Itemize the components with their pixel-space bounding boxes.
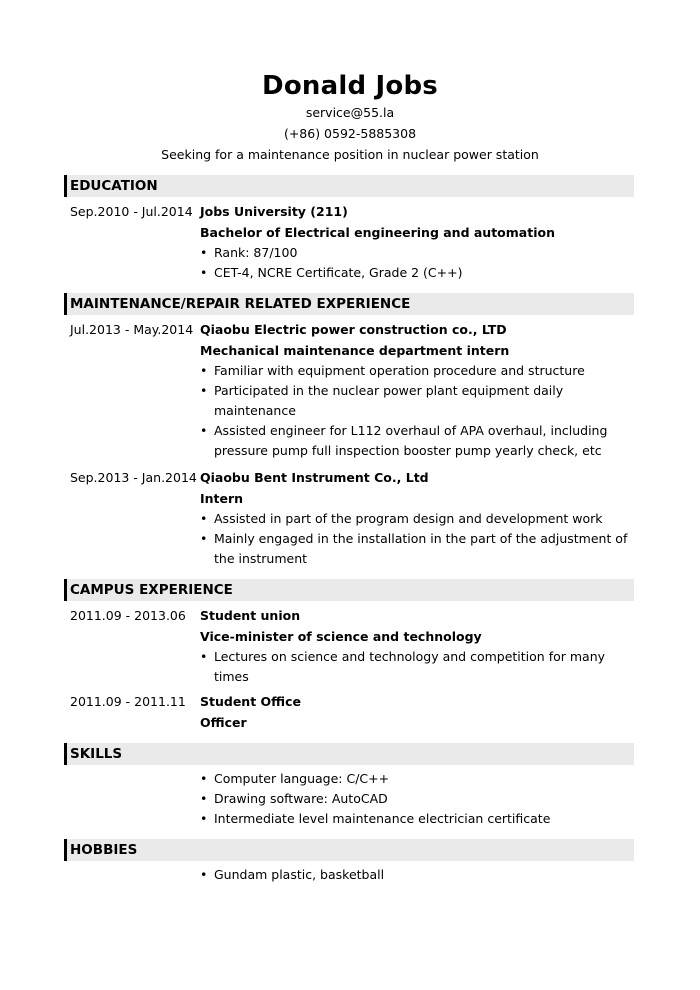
entry-role: Officer [200, 715, 247, 730]
entry-organization: Jobs University (211) [200, 204, 348, 219]
campus-heading: CAMPUS EXPERIENCE [64, 579, 634, 601]
experience-heading: MAINTENANCE/REPAIR RELATED EXPERIENCE [64, 293, 634, 315]
list-item: • CET-4, NCRE Certificate, Grade 2 (C++) [200, 263, 634, 283]
hobbies-heading: HOBBIES [64, 839, 634, 861]
entry-role: Vice-minister of science and technology [200, 629, 482, 644]
resume-header [0, 0, 700, 165]
experience-entry [64, 467, 634, 569]
list-item: • Rank: 87/100 [200, 243, 634, 263]
list-item: • Drawing software: AutoCAD [200, 789, 634, 809]
education-entry [64, 201, 634, 283]
entry-role: Intern [200, 491, 244, 506]
entry-bullet-list [200, 361, 634, 461]
objective-text: Seeking for a maintenance position in nuclear power station [161, 147, 539, 162]
entry-bullet-list [200, 243, 634, 283]
entry-bullet-list [200, 509, 634, 569]
list-item: • Mainly engaged in the installation in the part of the adjustment of the instrument [200, 529, 634, 569]
entry-organization: Qiaobu Bent Instrument Co., Ltd [200, 470, 429, 485]
entry-date: Sep.2010 - Jul.2014 [70, 204, 193, 219]
education-section [64, 175, 634, 283]
email-text: service@55.la [305, 105, 395, 120]
experience-section [64, 293, 634, 569]
entry-role: Mechanical maintenance department intern [200, 343, 510, 358]
entry-organization: Student union [200, 608, 301, 623]
campus-entry [64, 605, 634, 687]
hobbies-bullet-list [200, 865, 634, 885]
skills-section [64, 743, 634, 829]
experience-entry [64, 319, 634, 461]
list-item: • Familiar with equipment operation procedure and structure [200, 361, 634, 381]
list-item: • Participated in the nuclear power plant equipment daily maintenance [200, 381, 634, 421]
list-item: • Gundam plastic, basketball [200, 865, 634, 885]
list-item: • Lectures on science and technology and competition for many times [200, 647, 634, 687]
education-heading: EDUCATION [64, 175, 634, 197]
list-item: • Assisted engineer for L112 overhaul of APA overhaul, including pressure pump full inspection booster pump yearly check, etc [200, 421, 634, 461]
candidate-name: Donald Jobs [262, 71, 438, 101]
phone-text: (+86) 0592-5885308 [283, 126, 417, 141]
list-item: • Assisted in part of the program design and development work [200, 509, 634, 529]
hobbies-section [64, 839, 634, 885]
campus-section [64, 579, 634, 733]
entry-date: Sep.2013 - Jan.2014 [70, 470, 197, 485]
hobbies-entry [64, 865, 634, 885]
skills-entry [64, 769, 634, 829]
campus-entry [64, 691, 634, 733]
skills-heading: SKILLS [64, 743, 634, 765]
skills-bullet-list [200, 769, 634, 829]
entry-date: 2011.09 - 2011.11 [70, 694, 186, 709]
entry-bullet-list [200, 647, 634, 687]
entry-date: 2011.09 - 2013.06 [70, 608, 186, 623]
entry-organization: Qiaobu Electric power construction co., LTD [200, 322, 507, 337]
entry-role: Bachelor of Electrical engineering and automation [200, 225, 555, 240]
list-item: • Intermediate level maintenance electrician certificate [200, 809, 634, 829]
entry-date: Jul.2013 - May.2014 [70, 322, 194, 337]
entry-organization: Student Office [200, 694, 301, 709]
list-item: • Computer language: C/C++ [200, 769, 634, 789]
